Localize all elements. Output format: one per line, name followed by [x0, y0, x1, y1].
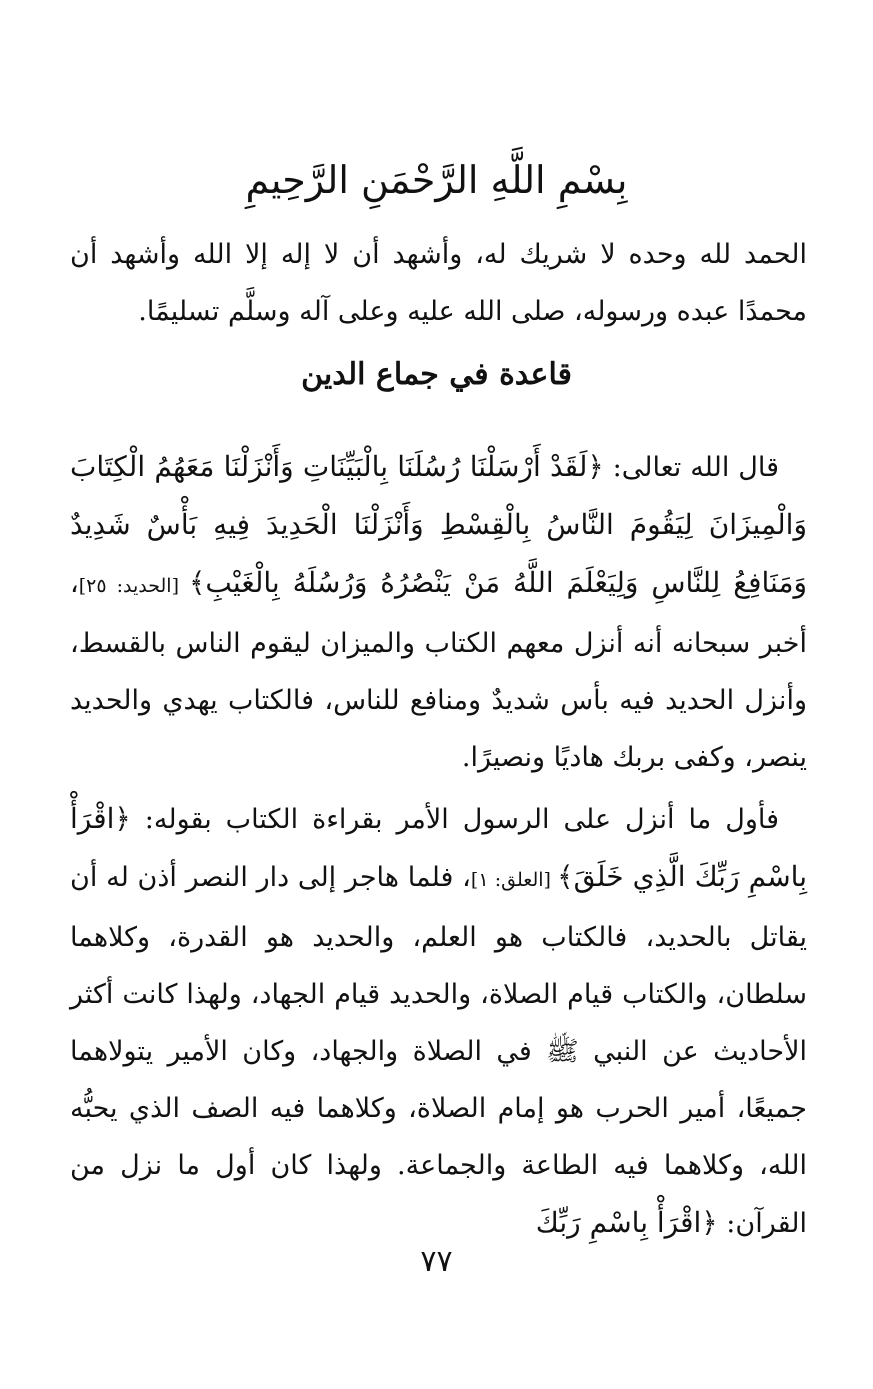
quran-verse-hadid: ﴿لَقَدْ أَرْسَلْنَا رُسُلَنَا بِالْبَيِّنَاتِ وَأَنْزَلْنَا مَعَهُمُ الْكِتَابَ وَالْمِيزَانَ لِيَقُومَ النَّاسُ بِالْقِسْطِ وَأَنْزَلْنَا الْحَدِيدَ فِيهِ بَأْسٌ شَدِيدٌ وَمَنَافِعُ لِلنَّاسِ وَلِيَعْلَمَ اللَّهُ مَنْ يَنْصُرُهُ وَرُسُلَهُ بِالْغَيْبِ﴾ — [70, 450, 807, 599]
paragraph-2-lead: فأول ما أنزل على الرسول الأمر بقراءة الكتاب بقوله: — [130, 804, 779, 835]
paragraph-1 — [70, 438, 807, 786]
verse-reference-alaq: [العلق: ١] — [470, 869, 558, 891]
paragraph-2-body: ، فلما هاجر إلى دار النصر أذن له أن يقاتل بالحديد، فالكتاب هو العلم، والحديد هو القدرة، وكلاهما سلطان، والكتاب قيام الصلاة، والحديد قيام الجهاد، ولهذا كانت أكثر الأحاديث عن النبي ﷺ في الصلاة والجهاد، وكان الأمير يتولاهما جميعًا، أمير الحرب هو إمام الصلاة، وكلاهما فيه الصف الذي يحبُّه الله، وكلاهما فيه الطاعة والجماعة. ولهذا كان أول ما نزل من القرآن: — [70, 862, 807, 1239]
verse-reference-hadid: [الحديد: ٢٥] — [78, 575, 190, 597]
paragraph-1-body: ، أخبر سبحانه أنه أنزل معهم الكتاب والميزان ليقوم الناس بالقسط، وأنزل الحديد فيه بأس شديدٌ ومنافع للناس، فالكتاب يهدي والحديد ينصر، وكفى بربك هاديًا ونصيرًا. — [70, 568, 807, 773]
paragraph-2 — [70, 790, 807, 1252]
page-number: ٧٧ — [420, 1244, 453, 1279]
section-title: قاعدة في جماع الدين — [301, 357, 572, 392]
basmala-heading: بِسْمِ اللَّهِ الرَّحْمَنِ الرَّحِيمِ — [245, 158, 628, 202]
paragraph-1-lead: قال الله تعالى: — [603, 452, 779, 483]
intro-paragraph: الحمد لله وحده لا شريك له، وأشهد أن لا إله إلا الله وأشهد أن محمدًا عبده ورسوله، صلى الله عليه وعلى آله وسلَّم تسليمًا. — [70, 239, 807, 327]
quran-verse-alaq-continued: ﴿اقْرَأْ بِاسْمِ رَبِّكَ — [535, 1206, 718, 1239]
quran-verse-alaq: ﴿اقْرَأْ بِاسْمِ رَبِّكَ الَّذِي خَلَقَ﴾ — [70, 802, 807, 893]
